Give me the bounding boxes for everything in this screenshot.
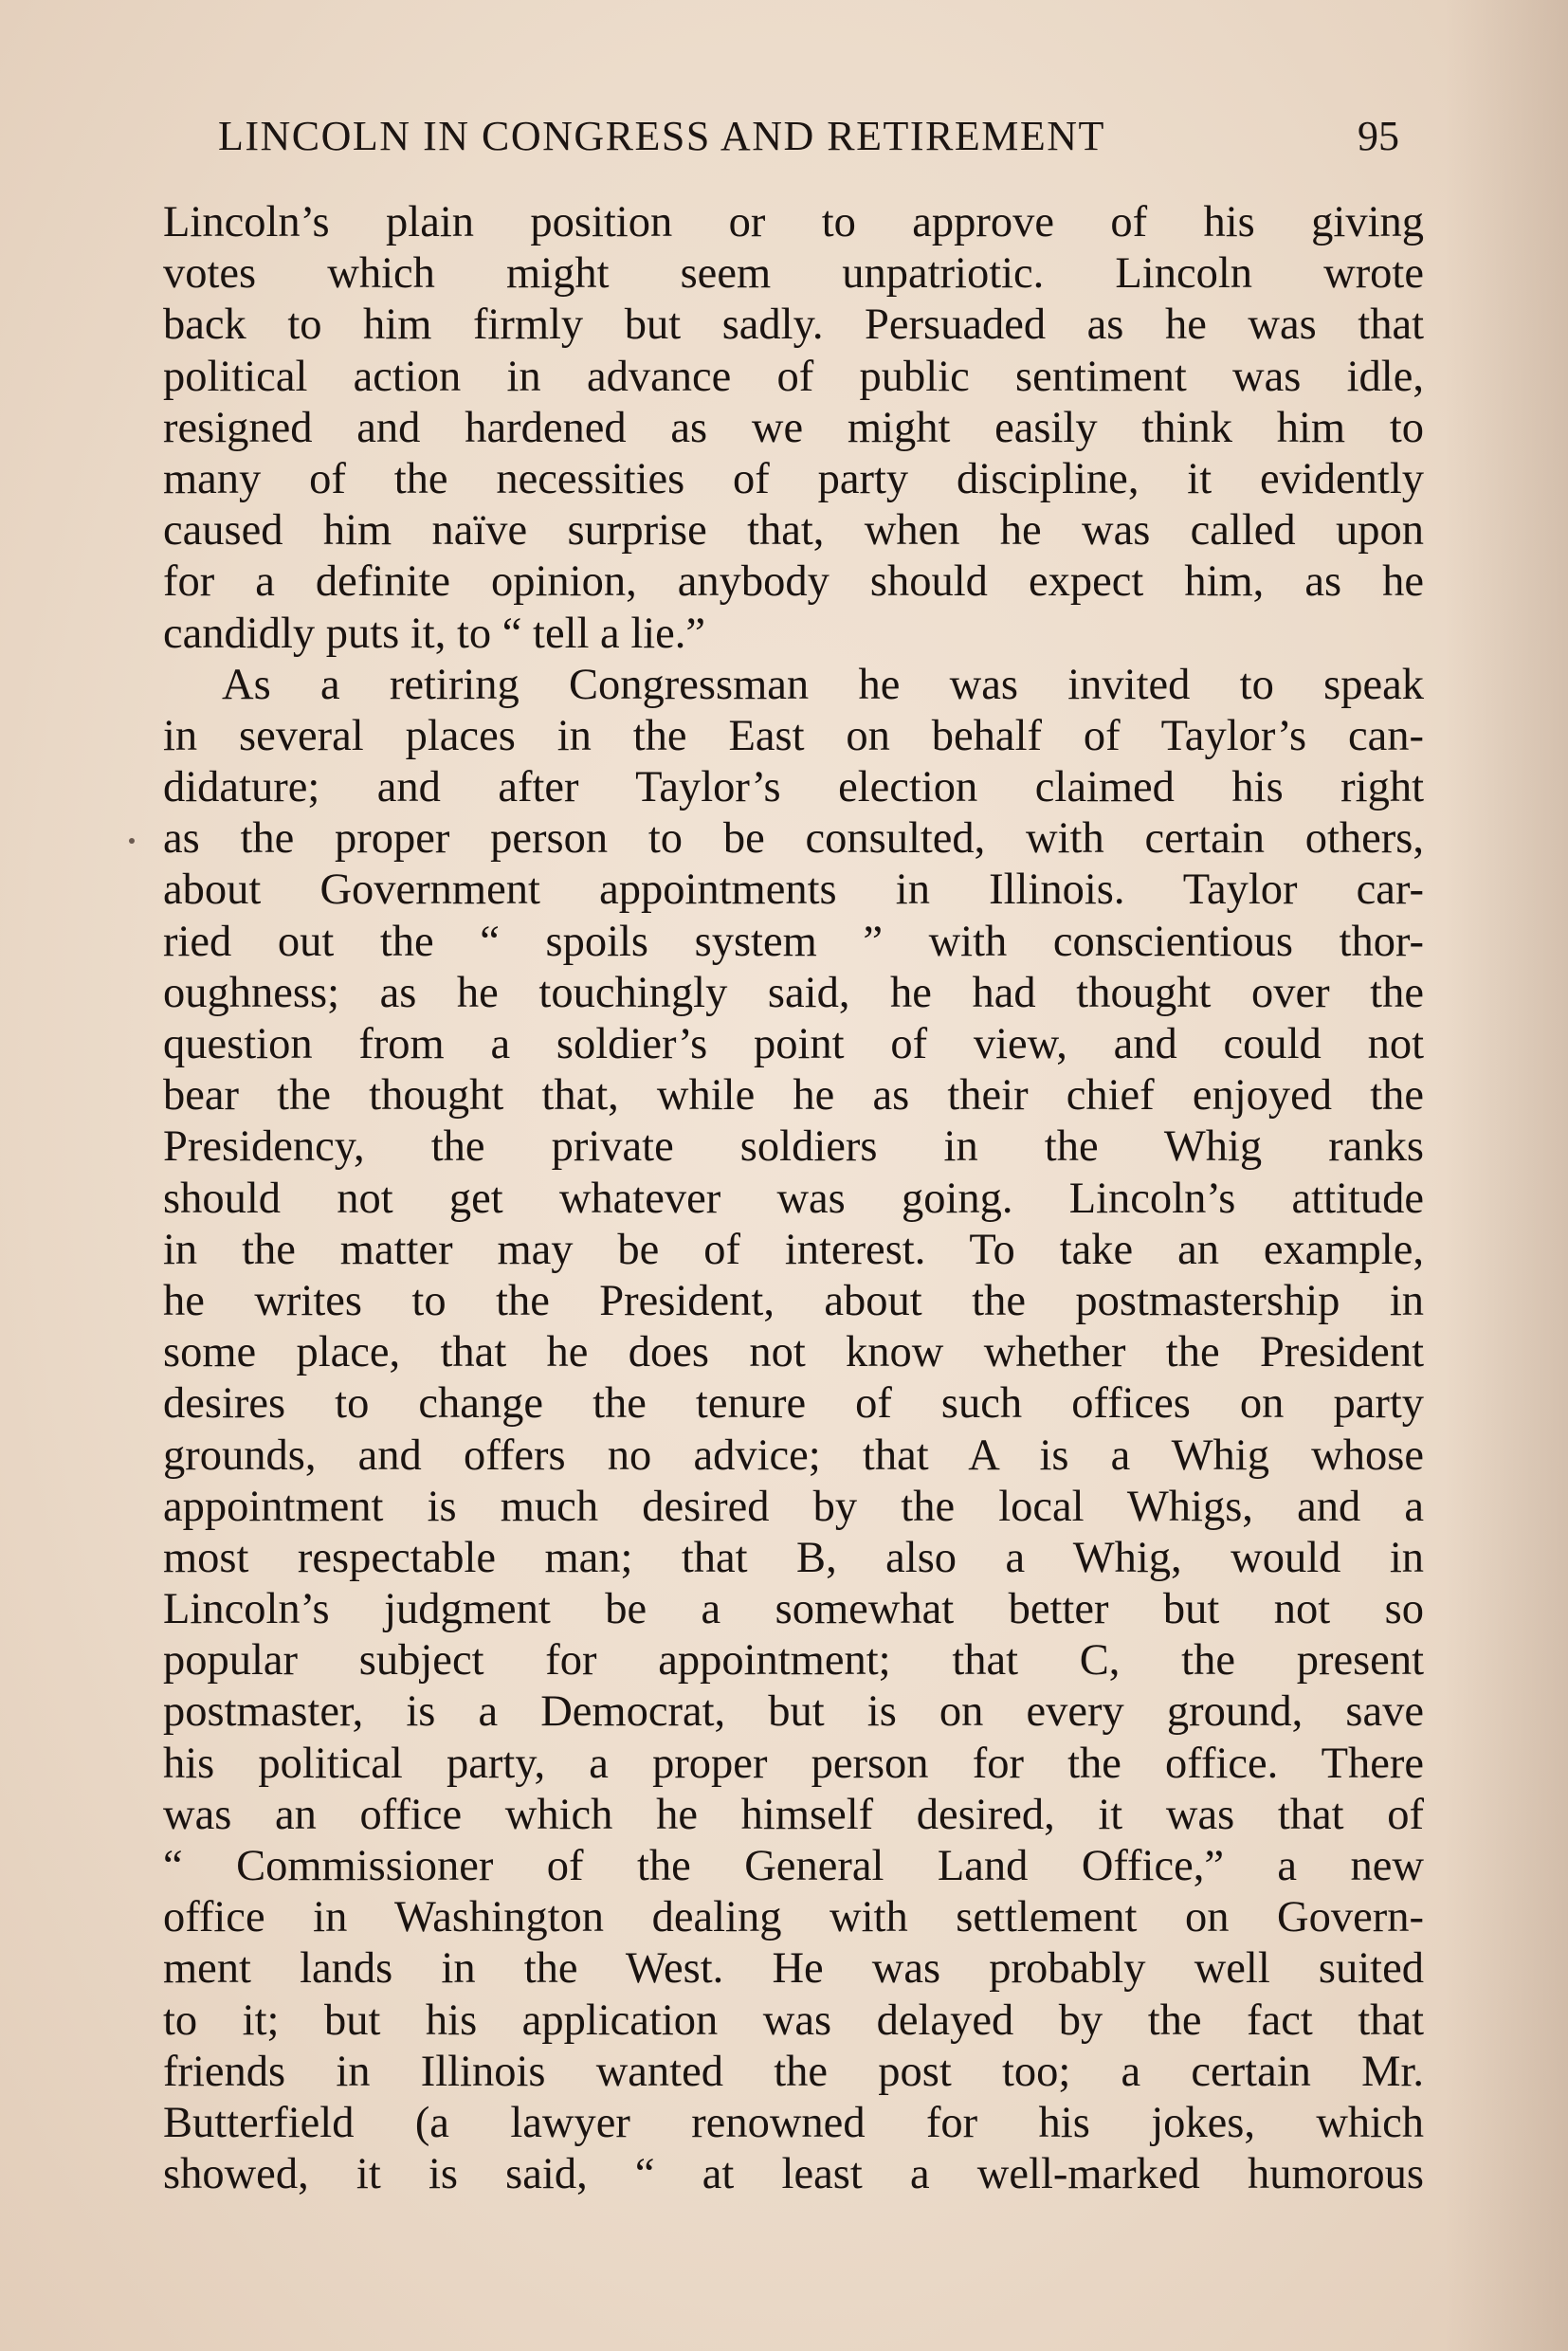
text-line: he writes to the President, about the postmastership in [163, 1276, 1424, 1325]
text-line: appointment is much desired by the local Whigs, and a [163, 1482, 1424, 1531]
body-text [163, 197, 1424, 2200]
text-line: should not get whatever was going. Lincoln’s attitude [163, 1174, 1424, 1223]
text-line: back to him firmly but sadly. Persuaded as he was that [163, 301, 1424, 350]
text-line: in several places in the East on behalf of Taylor’s can- [163, 711, 1424, 760]
text-line: votes which might seem unpatriotic. Lincoln wrote [163, 249, 1424, 299]
text-line: candidly puts it, to “ tell a lie.” [163, 609, 706, 658]
running-header [218, 112, 1399, 169]
text-line: most respectable man; that B, also a Whig, would in [163, 1533, 1424, 1582]
text-line: in the matter may be of interest. To take an example, [163, 1225, 1424, 1274]
text-line: ment lands in the West. He was probably well suited [163, 1944, 1424, 1994]
text-line: desires to change the tenure of such offices on party [163, 1379, 1424, 1429]
text-line: ried out the “ spoils system ” with conscientious thor- [163, 917, 1424, 966]
page-number: 95 [1358, 113, 1399, 159]
text-line: didature; and after Taylor’s election claimed his right [163, 763, 1424, 812]
text-line: for a definite opinion, anybody should expect him, as he [163, 557, 1424, 607]
text-line: his political party, a proper person for the office. There [163, 1739, 1424, 1788]
text-line: popular subject for appointment; that C, the present [163, 1636, 1424, 1686]
text-line: was an office which he himself desired, it was that of [163, 1790, 1424, 1839]
text-line: bear the thought that, while he as their chief enjoyed the [163, 1071, 1424, 1121]
text-line: political action in advance of public sentiment was idle, [163, 352, 1424, 401]
text-line: as the proper person to be consulted, with certain others, [163, 814, 1424, 864]
text-line: many of the necessities of party discipline, it evidently [163, 454, 1424, 503]
text-line: oughness; as he touchingly said, he had thought over the [163, 968, 1424, 1017]
text-line: friends in Illinois wanted the post too; a certain Mr. [163, 2047, 1424, 2096]
text-line: Presidency, the private soldiers in the Whig ranks [163, 1122, 1424, 1172]
running-title: LINCOLN IN CONGRESS AND RETIREMENT [218, 113, 1105, 159]
text-line: caused him naïve surprise that, when he was called upon [163, 506, 1424, 556]
text-line: As a retiring Congressman he was invited to speak [222, 660, 1424, 709]
text-line: Lincoln’s judgment be a somewhat better but not so [163, 1585, 1424, 1634]
text-line: “ Commissioner of the General Land Office,” a new [163, 1842, 1424, 1890]
text-line: question from a soldier’s point of view, and could not [163, 1020, 1424, 1068]
text-line: postmaster, is a Democrat, but is on every ground, save [163, 1687, 1424, 1737]
ink-speck [129, 838, 135, 844]
text-line: Lincoln’s plain position or to approve of his giving [163, 198, 1424, 246]
text-line: office in Washington dealing with settlement on Govern- [163, 1893, 1424, 1942]
text-line: grounds, and offers no advice; that A is a Whig whose [163, 1431, 1424, 1480]
text-line: some place, that he does not know whether the President [163, 1328, 1424, 1377]
text-line: about Government appointments in Illinois. Taylor car- [163, 866, 1424, 915]
text-line: resigned and hardened as we might easily think him to [163, 403, 1424, 452]
text-line: showed, it is said, “ at least a well-marked humorous [163, 2150, 1424, 2199]
text-line: Butterfield (a lawyer renowned for his jokes, which [163, 2098, 1424, 2147]
text-line: to it; but his application was delayed by the fact that [163, 1996, 1424, 2045]
